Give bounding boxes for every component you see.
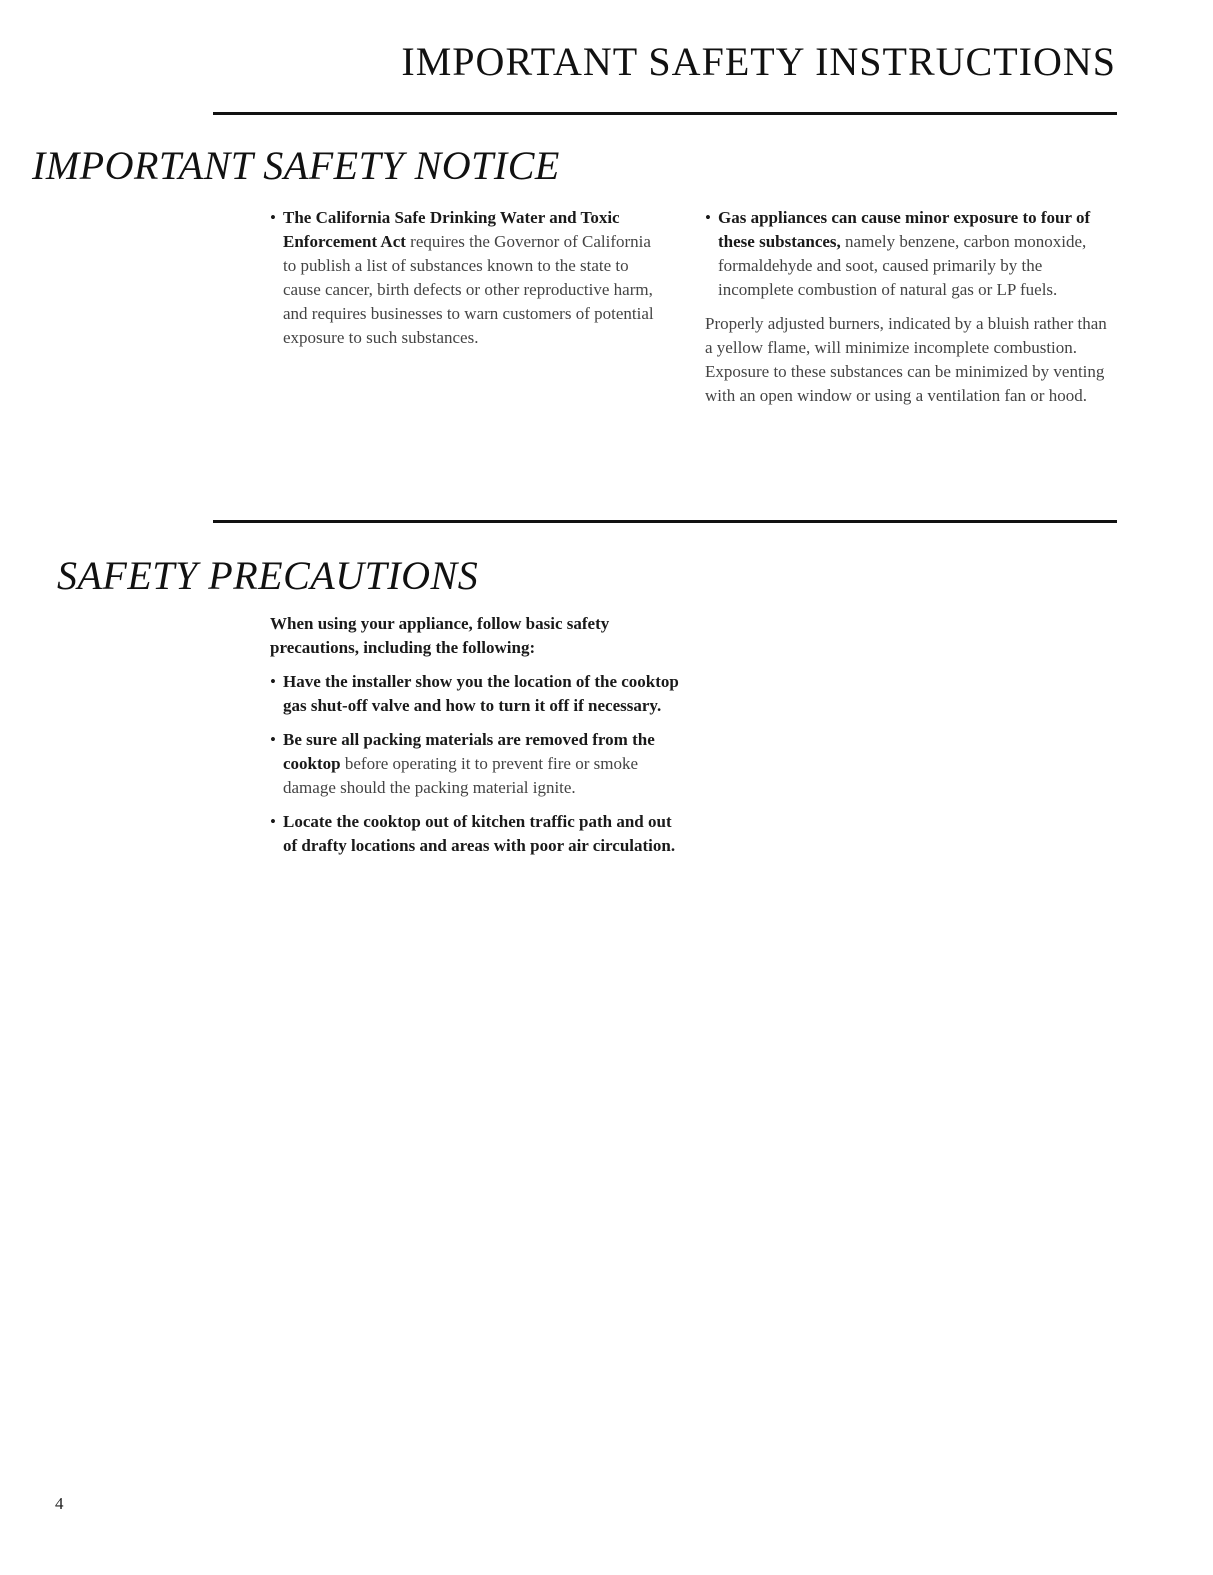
bullet-icon: • [705, 208, 711, 227]
middle-divider [213, 520, 1117, 523]
bullet-icon: • [270, 730, 276, 749]
precaution-item-packing [270, 728, 690, 800]
notice-gas-bold: Gas appliances can cause minor exposure to four of these substances, [718, 208, 1091, 251]
precaution-item-shutoff [270, 670, 690, 718]
notice-right-column [705, 206, 1115, 408]
precaution-item-location [270, 810, 690, 858]
precautions-column [270, 612, 690, 868]
top-divider [213, 112, 1117, 115]
safety-precautions-title: SAFETY PRECAUTIONS [57, 553, 479, 598]
bullet-icon: • [270, 812, 276, 831]
precaution-packing-bold: Be sure all packing materials are removed from the cooktop [283, 730, 655, 773]
notice-california-text: requires the Governor of California to publish a list of substances known to the state to cause cancer, birth defects or other reproductive harm, and requires businesses to warn customers of potential exposure to such substances. [283, 232, 654, 347]
safety-notice-title: IMPORTANT SAFETY NOTICE [32, 143, 560, 188]
bullet-icon: • [270, 672, 276, 691]
precaution-location-bold: Locate the cooktop out of kitchen traffic path and out of drafty locations and areas with poor air circulation. [283, 812, 676, 855]
precautions-intro: When using your appliance, follow basic safety precautions, including the following: [270, 614, 610, 657]
page-number: 4 [55, 1494, 64, 1513]
notice-left-column [270, 206, 655, 350]
notice-gas-text: namely benzene, carbon monoxide, formaldehyde and soot, caused primarily by the incomplete combustion of natural gas or LP fuels. [718, 232, 1087, 299]
notice-california-bold: The California Safe Drinking Water and Toxic Enforcement Act [283, 208, 620, 251]
bullet-icon: • [270, 208, 276, 227]
notice-burners-paragraph: Properly adjusted burners, indicated by a bluish rather than a yellow flame, will minimize incomplete combustion. Exposure to these substances can be minimized by venting with an open window or using a ventilation fan or hood. [705, 314, 1107, 405]
precaution-packing-text: before operating it to prevent fire or smoke damage should the packing material ignite. [283, 754, 639, 797]
page-header-title: IMPORTANT SAFETY INSTRUCTIONS [401, 39, 1116, 84]
precaution-shutoff-bold: Have the installer show you the location of the cooktop gas shut-off valve and how to turn it off if necessary. [283, 672, 679, 715]
notice-bullet-gas [705, 206, 1115, 302]
notice-bullet-california [270, 206, 655, 350]
